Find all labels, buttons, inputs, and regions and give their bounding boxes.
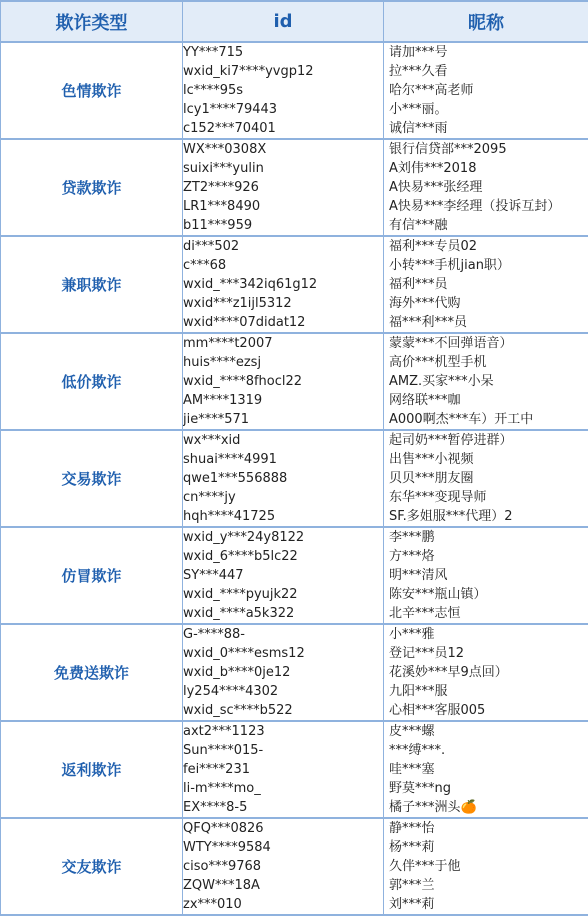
nickname-entry: 贝贝***朋友圈 [386, 469, 588, 488]
id-entry: mm****t2007 [183, 334, 383, 353]
nickname-list-cell [384, 624, 588, 721]
nickname-entry: SF.多姐服***代理）2 [386, 507, 588, 526]
id-entry: ZQW***18A [183, 876, 383, 895]
nickname-list-cell [384, 333, 588, 430]
table-row [1, 236, 588, 333]
nickname-entry: 花溪妙***早9点回） [386, 663, 588, 682]
category-cell: 色情欺诈 [1, 42, 183, 139]
id-entry: qwe1***556888 [183, 469, 383, 488]
nickname-entry: 请加***号 [386, 43, 588, 62]
id-entry: axt2***1123 [183, 722, 383, 741]
id-entry: hqh****41725 [183, 507, 383, 526]
id-entry: EX****8-5 [183, 798, 383, 817]
id-entry: zx***010 [183, 895, 383, 914]
category-cell: 交友欺诈 [1, 818, 183, 915]
id-entry: wxid_****pyujk22 [183, 585, 383, 604]
nickname-list-cell [384, 236, 588, 333]
id-entry: jie****571 [183, 410, 383, 429]
nickname-entry: 哇***塞 [386, 760, 588, 779]
id-entry: ZT2****926 [183, 178, 383, 197]
category-cell: 交易欺诈 [1, 430, 183, 527]
header-id: id [183, 1, 384, 42]
nickname-entry: AMZ.买家***小呆 [386, 372, 588, 391]
id-entry: ciso***9768 [183, 857, 383, 876]
nickname-entry: 野莫***ng [386, 779, 588, 798]
nickname-entry: 陈安***瓶山镇） [386, 585, 588, 604]
category-cell: 兼职欺诈 [1, 236, 183, 333]
category-cell: 仿冒欺诈 [1, 527, 183, 624]
category-cell: 贷款欺诈 [1, 139, 183, 236]
id-entry: AM****1319 [183, 391, 383, 410]
id-entry: wxid****07didat12 [183, 313, 383, 332]
id-list-cell [183, 236, 384, 333]
nickname-entry: 久伴***于他 [386, 857, 588, 876]
id-entry: wxid_****a5k322 [183, 604, 383, 623]
nickname-entry: 福利***专员02 [386, 237, 588, 256]
header-type: 欺诈类型 [1, 1, 183, 42]
table-row [1, 42, 588, 139]
nickname-entry: 郭***兰 [386, 876, 588, 895]
id-entry: SY***447 [183, 566, 383, 585]
nickname-entry: 有信***融 [386, 216, 588, 235]
table-row [1, 139, 588, 236]
id-entry: Sun****015- [183, 741, 383, 760]
nickname-entry: 杨***莉 [386, 838, 588, 857]
nickname-entry: A000啊杰***车）开工中 [386, 410, 588, 429]
table-row [1, 721, 588, 818]
id-entry: wxid_****8fhocl22 [183, 372, 383, 391]
id-entry: c***68 [183, 256, 383, 275]
id-entry: ly254****4302 [183, 682, 383, 701]
id-list-cell [183, 430, 384, 527]
nickname-entry: 哈尔***高老师 [386, 81, 588, 100]
id-entry: c152***70401 [183, 119, 383, 138]
nickname-entry: 登记***员12 [386, 644, 588, 663]
nickname-entry: 银行信贷部***2095 [386, 140, 588, 159]
category-cell: 返利欺诈 [1, 721, 183, 818]
nickname-entry: 海外***代购 [386, 294, 588, 313]
nickname-entry: A快易***张经理 [386, 178, 588, 197]
nickname-entry: 橘子***洲头🍊 [386, 798, 588, 817]
id-entry: WX***0308X [183, 140, 383, 159]
id-entry: LR1***8490 [183, 197, 383, 216]
id-entry: wxid_y***24y8122 [183, 528, 383, 547]
nickname-entry: 出售***小视频 [386, 450, 588, 469]
id-list-cell [183, 721, 384, 818]
nickname-list-cell [384, 721, 588, 818]
nickname-list-cell [384, 42, 588, 139]
nickname-entry: 福***利***员 [386, 313, 588, 332]
id-list-cell [183, 818, 384, 915]
id-list-cell [183, 527, 384, 624]
nickname-entry: 方***烙 [386, 547, 588, 566]
header-row [1, 1, 588, 42]
table-row [1, 818, 588, 915]
id-entry: wxid_b****0je12 [183, 663, 383, 682]
table-row [1, 430, 588, 527]
nickname-entry: 李***鹏 [386, 528, 588, 547]
nickname-entry: 福利***员 [386, 275, 588, 294]
id-entry: cn****jy [183, 488, 383, 507]
id-entry: wxid_sc****b522 [183, 701, 383, 720]
nickname-entry: 东华***变现导师 [386, 488, 588, 507]
nickname-entry: 九阳***服 [386, 682, 588, 701]
nickname-entry: 起司奶***暂停进群） [386, 431, 588, 450]
nickname-list-cell [384, 139, 588, 236]
id-entry: wx***xid [183, 431, 383, 450]
id-entry: li-m****mo_ [183, 779, 383, 798]
nickname-entry: 拉***久看 [386, 62, 588, 81]
id-entry: QFQ***0826 [183, 819, 383, 838]
id-entry: wxid_***342iq61g12 [183, 275, 383, 294]
nickname-entry: 网络联***咖 [386, 391, 588, 410]
nickname-entry: 刘***莉 [386, 895, 588, 914]
nickname-entry: 明***清风 [386, 566, 588, 585]
nickname-entry: A刘伟***2018 [386, 159, 588, 178]
table-row [1, 333, 588, 430]
id-list-cell [183, 333, 384, 430]
id-entry: G-****88- [183, 625, 383, 644]
id-list-cell [183, 624, 384, 721]
id-list-cell [183, 42, 384, 139]
nickname-entry: ***缚***. [386, 741, 588, 760]
id-entry: WTY****9584 [183, 838, 383, 857]
category-cell: 免费送欺诈 [1, 624, 183, 721]
nickname-list-cell [384, 430, 588, 527]
nickname-entry: 北辛***志恒 [386, 604, 588, 623]
nickname-entry: 诚信***雨 [386, 119, 588, 138]
nickname-entry: 蒙蒙***不回弹语音） [386, 334, 588, 353]
id-list-cell [183, 139, 384, 236]
id-entry: fei****231 [183, 760, 383, 779]
id-entry: di***502 [183, 237, 383, 256]
nickname-entry: 高价***机型手机 [386, 353, 588, 372]
id-entry: huis****ezsj [183, 353, 383, 372]
nickname-list-cell [384, 527, 588, 624]
table-row [1, 527, 588, 624]
id-entry: YY***715 [183, 43, 383, 62]
id-entry: b11***959 [183, 216, 383, 235]
header-nickname: 昵称 [384, 1, 588, 42]
nickname-entry: 小***丽。 [386, 100, 588, 119]
nickname-entry: A快易***李经理（投诉互封） [386, 197, 588, 216]
nickname-entry: 小***雅 [386, 625, 588, 644]
id-entry: wxid_6****b5lc22 [183, 547, 383, 566]
id-entry: wxid_ki7****yvgp12 [183, 62, 383, 81]
nickname-entry: 小转***手机jian职） [386, 256, 588, 275]
id-entry: lcy1****79443 [183, 100, 383, 119]
nickname-entry: 心相***客服005 [386, 701, 588, 720]
id-entry: suixi***yulin [183, 159, 383, 178]
nickname-entry: 皮***螺 [386, 722, 588, 741]
id-entry: wxid***z1ijl5312 [183, 294, 383, 313]
table-row [1, 624, 588, 721]
nickname-entry: 静***怡 [386, 819, 588, 838]
id-entry: wxid_0****esms12 [183, 644, 383, 663]
category-cell: 低价欺诈 [1, 333, 183, 430]
id-entry: shuai****4991 [183, 450, 383, 469]
id-entry: lc****95s [183, 81, 383, 100]
nickname-list-cell [384, 818, 588, 915]
